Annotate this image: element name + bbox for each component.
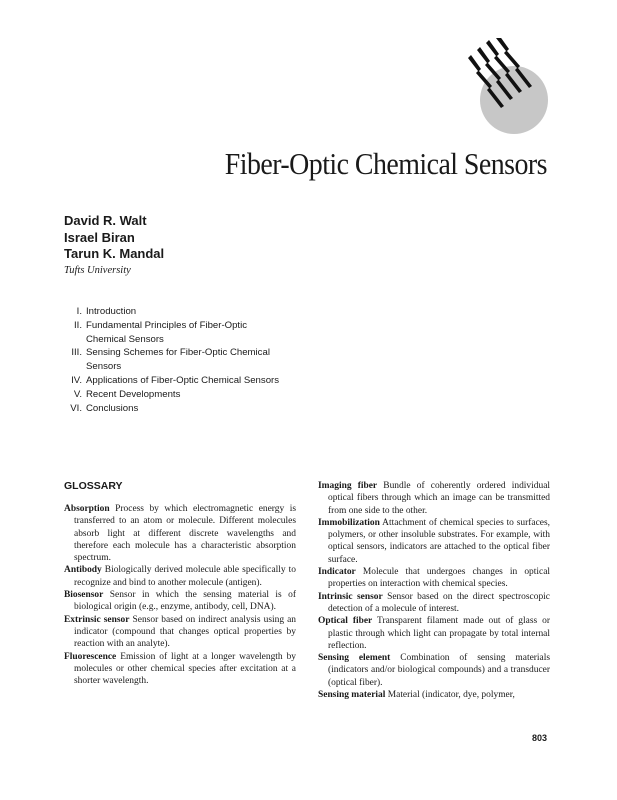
glossary-entry xyxy=(318,517,550,566)
glossary-entry xyxy=(318,480,550,517)
toc-item xyxy=(64,374,334,388)
glossary-definition: Sensor based on indirect analysis using an indicator (compound that changes optical properties by reaction with an analyte). xyxy=(74,614,297,650)
glossary-term: Optical fiber xyxy=(318,616,373,627)
toc-item xyxy=(64,346,334,374)
toc-number: V. xyxy=(73,388,82,400)
glossary-definition: Material (indicator, dye, polymer, xyxy=(387,690,515,701)
toc-item xyxy=(64,402,334,416)
toc-item xyxy=(64,319,334,347)
glossary-entry xyxy=(318,591,550,616)
glossary-term: Sensing element xyxy=(318,653,391,664)
author-name: Israel Biran xyxy=(64,229,135,245)
toc-number: I. xyxy=(76,306,82,317)
glossary-term: Antibody xyxy=(64,565,102,576)
toc-number: VI. xyxy=(70,402,82,414)
glossary-definition: Molecule that undergoes changes in optical properties on interaction with chemical species. xyxy=(328,567,551,590)
toc-number: II. xyxy=(74,319,82,331)
glossary-term: Biosensor xyxy=(64,590,104,601)
glossary-entry xyxy=(64,589,296,614)
toc-text: Recent Developments xyxy=(86,388,181,400)
glossary-entry xyxy=(318,566,550,591)
toc-number: III. xyxy=(71,347,82,359)
glossary-term: Absorption xyxy=(64,504,110,514)
toc-text: Fundamental Principles of Fiber-Optic Chemical Sensors xyxy=(86,319,248,345)
glossary-entry xyxy=(318,615,550,652)
glossary-entry xyxy=(64,651,296,688)
glossary-term: Indicator xyxy=(318,567,356,578)
page-number: 803 xyxy=(532,733,548,743)
glossary-term: Intrinsic sensor xyxy=(318,591,383,602)
glossary-definition: Biologically derived molecule able specifically to recognize and bind to another molecule (antigen). xyxy=(74,565,297,588)
toc-number: IV. xyxy=(71,374,82,386)
glossary-entry xyxy=(64,564,296,589)
glossary-entry xyxy=(318,689,550,701)
glossary-column-right xyxy=(318,480,550,701)
glossary-definition: Combination of sensing materials (indicators and/or biological compounds) and a transducer (optical fiber). xyxy=(328,653,551,688)
glossary-entry xyxy=(318,652,550,689)
toc-text: Sensing Schemes for Fiber-Optic Chemical Sensors xyxy=(86,347,270,373)
glossary-entry xyxy=(64,614,296,651)
author-affiliation: Tufts University xyxy=(64,264,131,276)
chapter-title: Fiber-Optic Chemical Sensors xyxy=(224,146,547,181)
glossary-definition: Transparent filament made out of glass or plastic through which light can propagate by total internal reflection. xyxy=(328,616,550,651)
glossary-term: Sensing material xyxy=(318,690,386,701)
toc-item xyxy=(64,305,334,319)
table-of-contents xyxy=(64,305,334,415)
glossary-heading: GLOSSARY xyxy=(64,480,123,492)
glossary-term: Fluorescence xyxy=(64,651,117,662)
glossary-definition: Attachment of chemical species to surfaces, polymers, or other insoluble substrates. For example, with optical sensors, indicators are attached to the optical fiber surface. xyxy=(328,517,550,565)
glossary-term: Imaging fiber xyxy=(318,481,378,491)
glossary-definition: Process by which electromagnetic energy is transferred to an atom or molecule. Different molecules absorb light at different discrete wavelengths and therefore each molecule has a characteristic absorption spectrum. xyxy=(74,504,296,564)
chapter-logo-icon xyxy=(452,38,552,138)
glossary-definition: Sensor based on the direct spectroscopic detection of a molecule of interest. xyxy=(328,591,550,614)
glossary-definition: Emission of light at a longer wavelength by molecules or other chemical species after excitation at a shorter wavelength. xyxy=(74,651,296,687)
toc-text: Conclusions xyxy=(86,402,139,414)
toc-text: Applications of Fiber-Optic Chemical Sensors xyxy=(86,374,280,386)
glossary-definition: Bundle of coherently ordered individual optical fibers through which an image can be transmitted from one side to the other. xyxy=(328,481,551,516)
glossary-term: Extrinsic sensor xyxy=(64,614,130,625)
author-block xyxy=(64,213,164,276)
toc-text: Introduction xyxy=(86,306,137,317)
author-name: Tarun K. Mandal xyxy=(64,246,165,261)
author-name: David R. Walt xyxy=(64,213,147,228)
glossary-definition: Sensor in which the sensing material is of biological origin (e.g., enzyme, antibody, cell, DNA). xyxy=(74,590,297,613)
logo-circle xyxy=(480,66,548,134)
toc-item xyxy=(64,388,334,402)
glossary-term: Immobilization xyxy=(318,517,380,528)
glossary-entry xyxy=(64,503,296,564)
glossary-column-left xyxy=(64,503,296,687)
